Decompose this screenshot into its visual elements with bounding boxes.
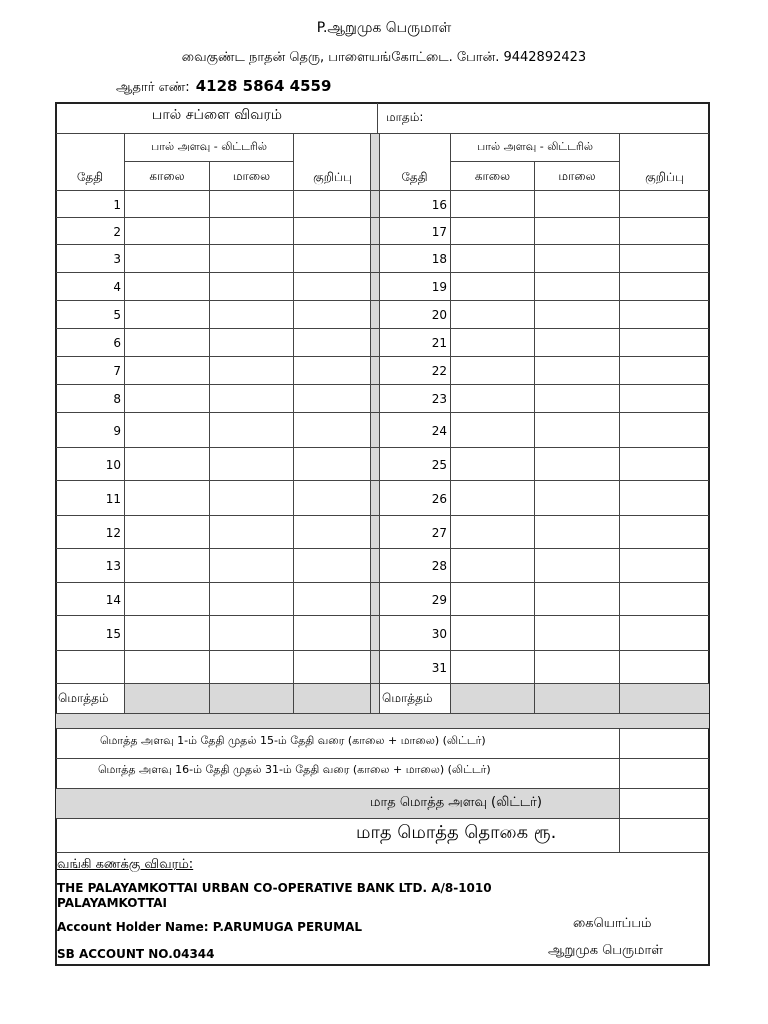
total-row-shade-right — [450, 683, 709, 713]
table-row-line — [56, 447, 709, 448]
date-left: 12 — [105, 525, 121, 540]
table-row-line — [56, 272, 709, 273]
date-right: 18 — [431, 252, 447, 266]
month-total-amount-label: மாத மொத்த தொகை ரூ. — [356, 822, 557, 843]
col-line — [450, 134, 451, 713]
table-row-line — [56, 356, 709, 357]
col-line — [209, 161, 210, 713]
qty-group-right: பால் அளவு - லிட்டரில் — [477, 140, 593, 153]
date-left: 2 — [113, 224, 121, 239]
account-holder: Account Holder Name: P.ARUMUGA PERUMAL — [57, 920, 363, 934]
date-right: 17 — [431, 224, 447, 239]
bank-heading: வங்கி கணக்கு விவரம்: — [57, 857, 194, 872]
date-right: 25 — [431, 457, 447, 472]
date-right: 16 — [431, 197, 447, 212]
date-left: 11 — [105, 491, 121, 506]
date-right: 28 — [431, 559, 447, 573]
table-row-line — [56, 615, 709, 616]
date-left: 14 — [105, 592, 121, 607]
date-left: 7 — [113, 364, 121, 378]
total-label-right: மொத்தம் — [382, 691, 433, 705]
date-right: 24 — [431, 423, 447, 438]
col-line — [293, 134, 294, 713]
table-row-line — [56, 480, 709, 481]
table-row-line — [56, 244, 709, 245]
date-right: 21 — [431, 336, 447, 350]
company-address: வைகுண்ட நாதன் தெரு, பாளையங்கோட்டை. போன். 9442892423 — [181, 50, 587, 65]
date-left: 1 — [113, 197, 121, 212]
col-note-right: குறிப்பு — [645, 170, 684, 184]
table-row-line — [56, 328, 709, 329]
date-right: 30 — [431, 626, 447, 641]
col-date-left: தேதி — [76, 170, 104, 184]
aadhaar-label: ஆதார் எண்: — [116, 80, 190, 95]
divider-column-shade — [371, 134, 379, 714]
summary-bottom-line — [56, 852, 709, 853]
signatory-name: ஆறுமுக பெருமாள் — [548, 943, 664, 958]
date-left: 10 — [105, 457, 121, 472]
date-right: 23 — [431, 392, 447, 406]
form-title: பால் சப்ளை விவரம் — [151, 107, 283, 123]
aadhaar-line — [116, 77, 331, 96]
date-right: 22 — [431, 364, 447, 378]
account-number: SB ACCOUNT NO.04344 — [57, 947, 215, 961]
date-left: 6 — [113, 336, 121, 350]
value-col-line — [619, 728, 620, 852]
month-total-qty-label: மாத மொத்த அளவு (லிட்டர்) — [370, 795, 542, 810]
table-row-line — [56, 683, 709, 684]
date-right: 26 — [431, 491, 447, 506]
summary-line — [56, 758, 709, 759]
date-left: 8 — [113, 392, 121, 406]
col-line — [370, 134, 371, 713]
date-right: 27 — [431, 525, 447, 540]
col-evening-right: மாலை — [558, 169, 596, 183]
col-evening-left: மாலை — [232, 169, 271, 183]
col-morning-right: காலை — [474, 169, 511, 183]
summary-second-half: மொத்த அளவு 16-ம் தேதி முதல் 31-ம் தேதி வரை (காலை + மாலை) (லிட்டர்) — [98, 763, 491, 776]
date-right: 29 — [431, 592, 447, 607]
table-row-line — [56, 300, 709, 301]
table-row-line — [56, 217, 709, 218]
table-row-line — [56, 650, 709, 651]
spacer-row-shade — [56, 713, 709, 728]
col-line — [534, 161, 535, 713]
date-left: 5 — [113, 308, 121, 322]
date-right: 31 — [431, 660, 447, 675]
table-row-line — [56, 412, 709, 413]
summary-line — [56, 818, 709, 819]
total-row-shade-left — [124, 683, 370, 713]
date-right: 19 — [431, 280, 447, 294]
date-left: 3 — [113, 252, 121, 266]
date-left: 4 — [113, 280, 121, 294]
summary-top-line — [56, 728, 709, 729]
company-name: P.ஆறுமுக பெருமாள் — [316, 20, 452, 36]
table-row-line — [56, 515, 709, 516]
table-row-line — [56, 582, 709, 583]
summary-line — [56, 788, 709, 789]
table-row-line — [56, 190, 709, 191]
qty-group-left: பால் அளவு - லிட்டரில் — [151, 140, 267, 153]
date-right: 20 — [431, 308, 447, 322]
header-row-line — [56, 133, 709, 134]
total-label-left: மொத்தம் — [58, 691, 109, 705]
bank-city: PALAYAMKOTTAI — [57, 896, 167, 910]
month-label: மாதம்: — [386, 110, 424, 124]
col-line — [124, 134, 125, 713]
summary-first-half: மொத்த அளவு 1-ம் தேதி முதல் 15-ம் தேதி வரை (காலை + மாலை) (லிட்டர்) — [100, 734, 486, 747]
date-left: 15 — [105, 626, 121, 641]
table-row-line — [56, 548, 709, 549]
col-line — [619, 134, 620, 713]
bank-name: THE PALAYAMKOTTAI URBAN CO-OPERATIVE BANK LTD. A/8-1010 — [57, 881, 492, 895]
signature-label: கையொப்பம் — [573, 916, 652, 931]
table-row-line — [56, 384, 709, 385]
table-bottom-line — [56, 713, 709, 714]
col-note-left: குறிப்பு — [313, 170, 352, 184]
col-date-right: தேதி — [401, 170, 428, 184]
col-morning-left: காலை — [149, 169, 185, 183]
date-left: 13 — [105, 559, 121, 573]
aadhaar-number: 4128 5864 4559 — [195, 77, 332, 95]
date-left: 9 — [113, 423, 121, 438]
